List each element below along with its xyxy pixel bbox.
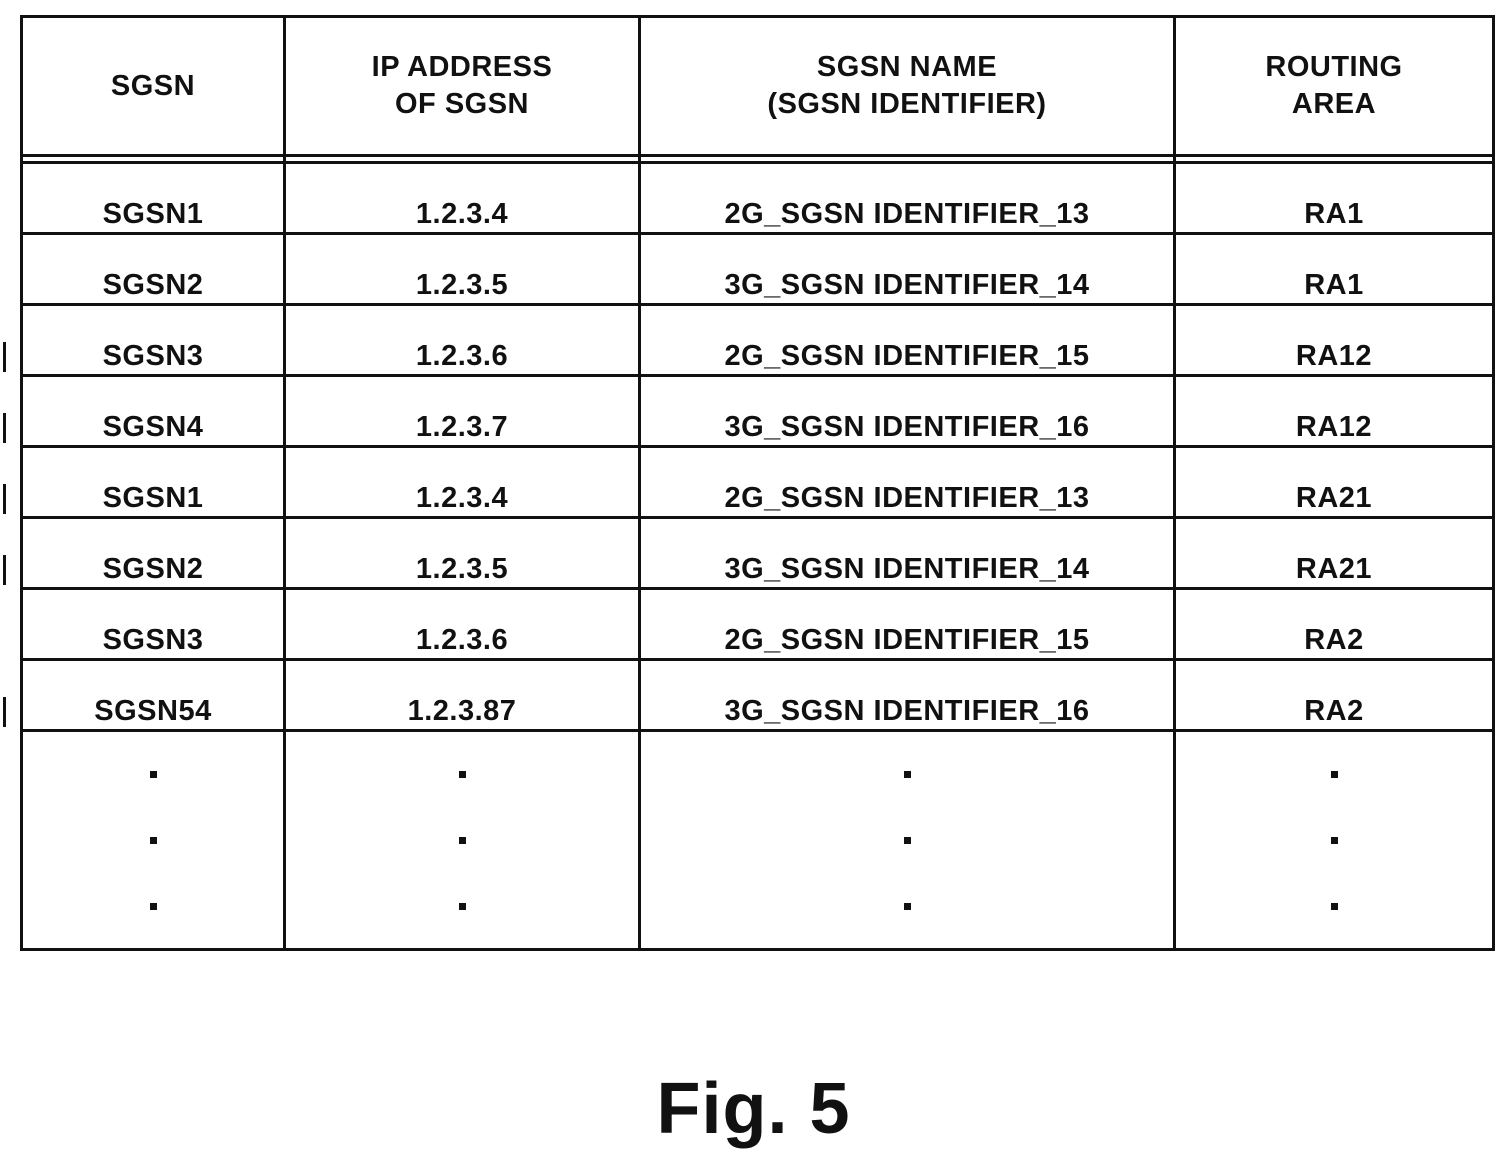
cell-routing-area: RA2 <box>1304 624 1364 656</box>
header-ip-address: IP ADDRESS OF SGSN <box>371 51 553 120</box>
cell-sgsn-name: 2G_SGSN IDENTIFIER_13 <box>724 482 1090 514</box>
change-bar <box>3 484 6 514</box>
continuation-dots <box>23 734 283 949</box>
ellipsis-dot <box>1331 903 1338 910</box>
ellipsis-dot <box>904 771 911 778</box>
cell-sgsn-name: 2G_SGSN IDENTIFIER_13 <box>724 198 1090 230</box>
cell-sgsn: SGSN2 <box>102 553 204 585</box>
cell-sgsn-name: 2G_SGSN IDENTIFIER_15 <box>724 624 1090 656</box>
ellipsis-dot <box>459 771 466 778</box>
cell-routing-area: RA1 <box>1304 198 1364 230</box>
cell-sgsn: SGSN3 <box>102 624 204 656</box>
cell-routing-area: RA12 <box>1295 411 1373 443</box>
table-row <box>23 590 1492 661</box>
cell-routing-area: RA21 <box>1295 553 1373 585</box>
change-bar <box>3 342 6 372</box>
cell-ip-address: 1.2.3.87 <box>407 695 517 727</box>
cell-sgsn: SGSN2 <box>102 269 204 301</box>
header-routing-area: ROUTING AREA <box>1265 51 1403 120</box>
table-row <box>23 235 1492 306</box>
ellipsis-dot <box>150 837 157 844</box>
cell-sgsn-name: 3G_SGSN IDENTIFIER_16 <box>724 695 1090 727</box>
header-divider-top <box>23 154 1492 157</box>
cell-sgsn-name: 3G_SGSN IDENTIFIER_16 <box>724 411 1090 443</box>
ellipsis-dot <box>150 903 157 910</box>
row-divider <box>23 729 1492 732</box>
table-row <box>23 519 1492 590</box>
continuation-dots <box>641 734 1173 949</box>
table-row <box>23 448 1492 519</box>
cell-ip-address: 1.2.3.6 <box>415 624 509 656</box>
change-bar <box>3 413 6 443</box>
cell-sgsn-name: 3G_SGSN IDENTIFIER_14 <box>724 269 1090 301</box>
continuation-dots <box>286 734 638 949</box>
ellipsis-dot <box>904 903 911 910</box>
table-row <box>23 306 1492 377</box>
header-sgsn: SGSN <box>110 69 196 102</box>
cell-ip-address: 1.2.3.5 <box>415 269 509 301</box>
ellipsis-dot <box>904 837 911 844</box>
header-sgsn-name: SGSN NAME (SGSN IDENTIFIER) <box>767 51 1047 120</box>
change-bar <box>3 555 6 585</box>
cell-ip-address: 1.2.3.5 <box>415 553 509 585</box>
cell-ip-address: 1.2.3.7 <box>415 411 509 443</box>
cell-sgsn: SGSN1 <box>102 198 204 230</box>
table-header-row <box>23 18 1492 154</box>
table-row <box>23 164 1492 235</box>
cell-sgsn: SGSN1 <box>102 482 204 514</box>
table-row <box>23 661 1492 732</box>
cell-sgsn: SGSN54 <box>94 695 212 727</box>
cell-ip-address: 1.2.3.4 <box>415 482 509 514</box>
cell-sgsn: SGSN3 <box>102 340 204 372</box>
table-row <box>23 377 1492 448</box>
cell-sgsn-name: 3G_SGSN IDENTIFIER_14 <box>724 553 1090 585</box>
change-bar <box>3 697 6 727</box>
sgsn-table <box>20 15 1495 951</box>
continuation-dots <box>1176 734 1492 949</box>
ellipsis-dot <box>459 837 466 844</box>
cell-ip-address: 1.2.3.4 <box>415 198 509 230</box>
ellipsis-dot <box>1331 837 1338 844</box>
ellipsis-dot <box>150 771 157 778</box>
cell-routing-area: RA1 <box>1304 269 1364 301</box>
cell-routing-area: RA12 <box>1295 340 1373 372</box>
ellipsis-dot <box>459 903 466 910</box>
cell-ip-address: 1.2.3.6 <box>415 340 509 372</box>
cell-sgsn-name: 2G_SGSN IDENTIFIER_15 <box>724 340 1090 372</box>
cell-sgsn: SGSN4 <box>102 411 204 443</box>
figure-caption: Fig. 5 <box>656 1069 851 1149</box>
cell-routing-area: RA21 <box>1295 482 1373 514</box>
cell-routing-area: RA2 <box>1304 695 1364 727</box>
ellipsis-dot <box>1331 771 1338 778</box>
